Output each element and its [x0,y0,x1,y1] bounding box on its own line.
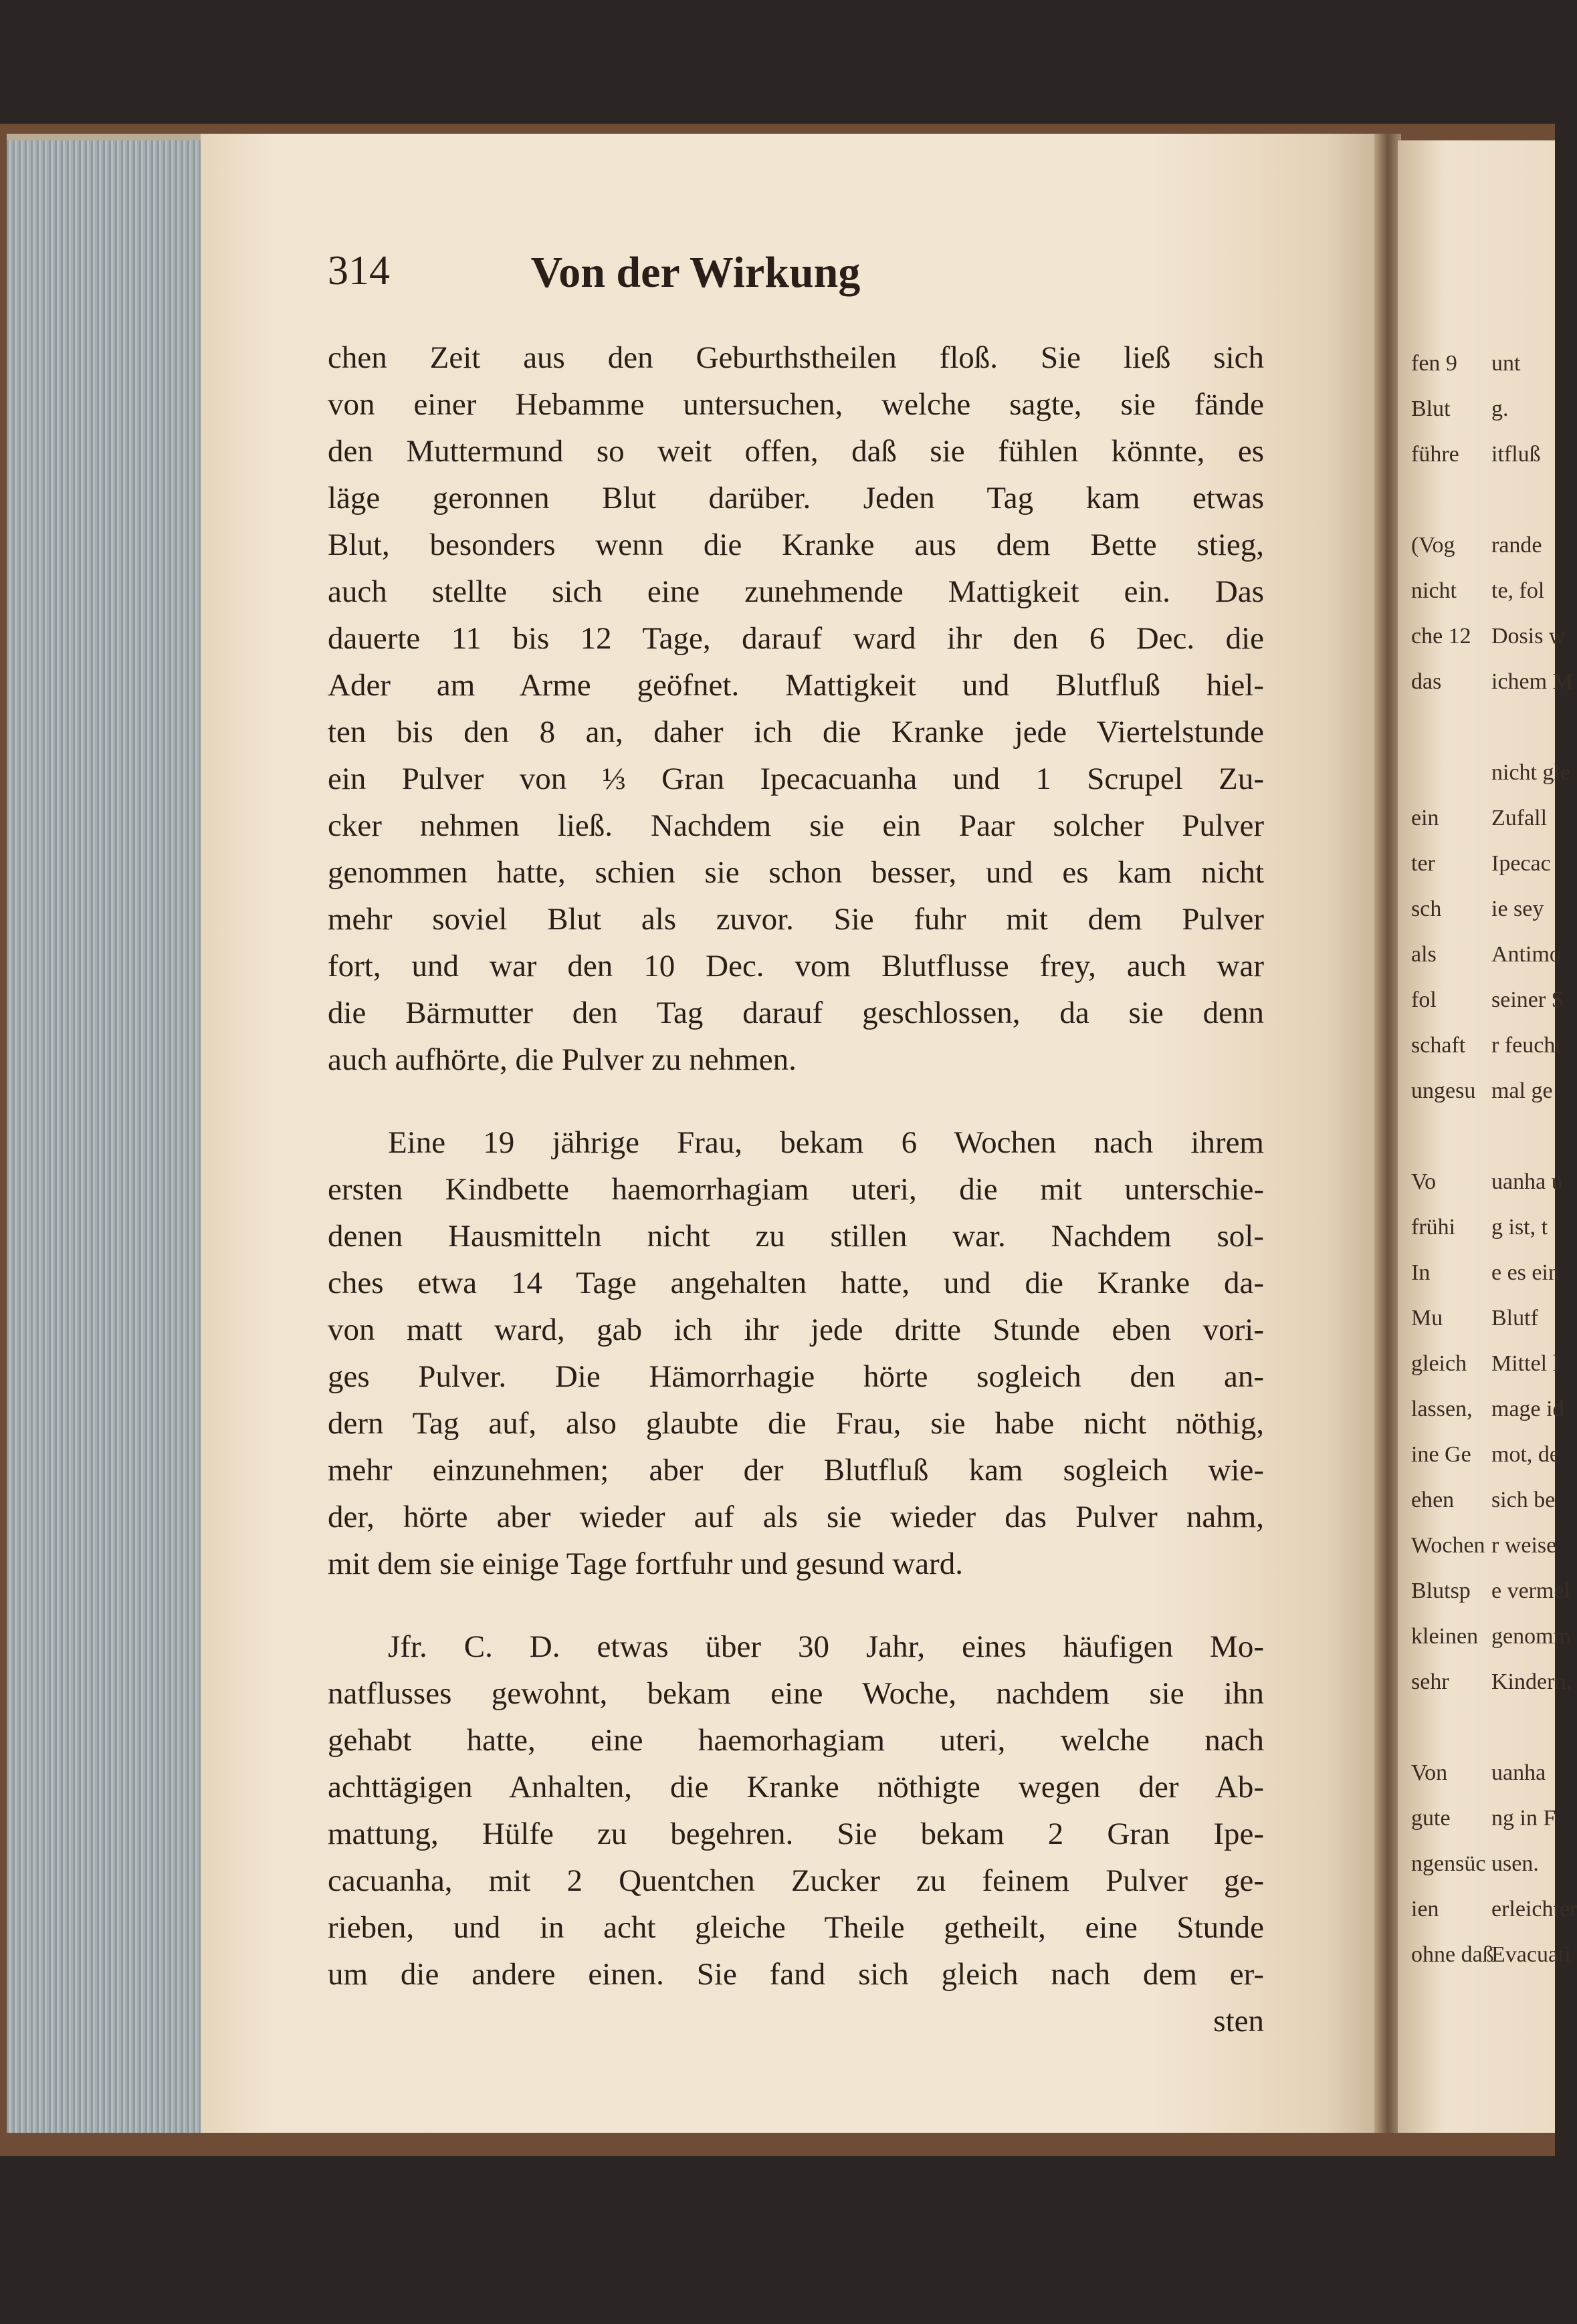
right-page-fragment: Blutsp [1411,1579,1471,1603]
running-title: Von der Wirkung [530,248,861,297]
text-line: dauerte 11 bis 12 Tage, darauf ward ihr den 6 Dec. die [328,621,1264,656]
text-line: cacuanha, mit 2 Quentchen Zucker zu feinem Pulver ge- [328,1863,1264,1898]
right-page-fragment: che 12 [1411,624,1471,649]
right-page-column-b [1491,341,1577,1978]
right-page-fragment: ie sey [1491,897,1544,921]
right-page-fragment: g. [1491,396,1509,421]
right-page-fragment: ichem M [1491,669,1573,694]
right-page-fragment: ein [1411,806,1439,830]
right-page-fragment [1411,750,1494,796]
text-line: chen Zeit aus den Geburthstheilen floß. Sie ließ sich [328,340,1264,375]
text-line: Eine 19 jährige Frau, bekam 6 Wochen nach ihrem [388,1125,1264,1160]
text-line: auch stellte sich eine zunehmende Mattigkeit ein. Das [328,574,1264,609]
right-page-fragment: Ipecac [1491,851,1551,876]
text-line: gehabt hatte, eine haemorhagiam uteri, welche nach [328,1723,1264,1758]
text-line: läge geronnen Blut darüber. Jeden Tag kam etwas [328,481,1264,515]
right-page-fragment: führe [1411,442,1459,467]
right-page-fragment: gute [1411,1806,1451,1831]
right-page-fragment: Blutf [1491,1306,1538,1330]
right-page-fragment: seiner S [1491,987,1564,1012]
right-page-fragment: frühi [1411,1215,1456,1240]
right-page-fragment: nicht gle [1491,760,1571,785]
text-line: die Bärmutter den Tag darauf geschlossen, da sie denn [328,996,1264,1030]
page-header [328,247,1291,301]
right-page-fragment: sch [1411,897,1442,921]
right-page-fragment: Zufall [1491,806,1548,830]
right-page-fragment [1411,705,1494,750]
text-line: Blut, besonders wenn die Kranke aus dem Bette stieg, [328,528,1264,562]
right-page-column-a [1411,341,1494,1978]
right-page-fragment: erleichter [1491,1897,1577,1922]
right-page [1398,140,1577,2133]
paragraph [328,1119,1264,1587]
text-line: mattung, Hülfe zu begehren. Sie bekam 2 Gran Ipe- [328,1817,1264,1851]
right-page-fragment: Kindern. [1491,1669,1572,1694]
right-page-fragment: Antimo [1491,942,1561,967]
paragraph [328,1623,1264,1998]
right-page-fragment: das [1411,669,1442,694]
right-page-fragment [1411,1705,1494,1750]
right-page-fragment: ng in F [1491,1806,1556,1831]
text-line: genommen hatte, schien sie schon besser, und es kam nicht [328,855,1264,890]
right-page-fragment: sich be [1491,1488,1556,1512]
text-line: der, hörte aber wieder auf als sie wieder das Pulver nahm, [328,1500,1264,1534]
right-page-fragment: ien [1411,1897,1439,1922]
text-line: mehr einzunehmen; aber der Blutfluß kam sogleich wie- [328,1453,1264,1488]
text-line: mit dem sie einige Tage fortfuhr und gesund ward. [328,1546,963,1581]
text-line: Ader am Arme geöfnet. Mattigkeit und Blutfluß hiel- [328,668,1264,703]
right-page-fragment: In [1411,1260,1431,1285]
paragraph [328,334,1264,1083]
right-page-fragment: Wochen [1411,1533,1485,1558]
right-page-fragment [1491,477,1577,523]
right-page-fragment: ine Ge [1411,1442,1471,1467]
right-page-fragment [1491,705,1577,750]
right-page-fragment [1411,1114,1494,1159]
right-page-fragment: te, fol [1491,578,1545,603]
right-page-fragment: mage id [1491,1397,1564,1421]
right-page-fragment: sehr [1411,1669,1449,1694]
right-page-fragment: Vo [1411,1169,1437,1194]
right-page-fragment [1411,477,1494,523]
right-page-fragment: Von [1411,1760,1448,1785]
right-page-fragment: genomm [1491,1624,1571,1649]
right-page-fragment: Mu [1411,1306,1443,1330]
text-line: von matt ward, gab ich ihr jede dritte Stunde eben vori- [328,1312,1264,1347]
right-page-fragment: Evacuati [1491,1942,1571,1967]
text-line: Jfr. C. D. etwas über 30 Jahr, eines häufigen Mo- [388,1629,1264,1664]
text-line: dern Tag auf, also glaubte die Frau, sie habe nicht nöthig, [328,1406,1264,1441]
right-page-fragment: ungesu [1411,1078,1476,1103]
right-page-fragment: nicht [1411,578,1457,603]
text-line: rieben, und in acht gleiche Theile getheilt, eine Stunde [328,1910,1264,1945]
right-page-fragment: kleinen [1411,1624,1479,1649]
catchword: sten [1213,2004,1264,2039]
right-page-fragment: uanha u [1491,1169,1563,1194]
text-line: mehr soviel Blut als zuvor. Sie fuhr mit dem Pulver [328,902,1264,937]
text-line: von einer Hebamme untersuchen, welche sagte, sie fände [328,387,1264,422]
right-page-fragment: e es ein [1491,1260,1560,1285]
right-page-fragment: g ist, t [1491,1215,1548,1240]
right-page-fragment: Dosis w [1491,624,1566,649]
text-line: auch aufhörte, die Pulver zu nehmen. [328,1042,797,1077]
right-page-fragment: gleich [1411,1351,1467,1376]
text-line: natflusses gewohnt, bekam eine Woche, nachdem sie ihn [328,1676,1264,1711]
page-edges [7,140,207,2133]
right-page-fragment: ohne daß [1411,1942,1494,1967]
right-page-fragment: rande [1491,533,1542,558]
right-page-fragment: uanha [1491,1760,1546,1785]
right-page-fragment: itfluß [1491,442,1541,467]
text-line: denen Hausmitteln nicht zu stillen war. Nachdem sol- [328,1219,1264,1254]
text-line: ein Pulver von ⅓ Gran Ipecacuanha und 1 Scrupel Zu- [328,762,1264,796]
right-page-fragment: schaft [1411,1033,1466,1058]
right-page-fragment: fen 9 [1411,351,1457,376]
text-line: den Muttermund so weit offen, daß sie fühlen könnte, es [328,434,1264,469]
right-page-fragment: ngensüc [1411,1851,1486,1876]
right-page-fragment [1491,1114,1577,1159]
text-line: ches etwa 14 Tage angehalten hatte, und die Kranke da- [328,1266,1264,1300]
right-page-fragment: (Vog [1411,533,1455,558]
right-page-fragment [1491,1705,1577,1750]
text-line: ten bis den 8 an, daher ich die Kranke jede Viertelstunde [328,715,1264,749]
text-line: fort, und war den 10 Dec. vom Blutflusse frey, auch war [328,949,1264,983]
right-page-fragment: Mittel l [1491,1351,1560,1376]
right-page-fragment: ehen [1411,1488,1455,1512]
right-page-fragment: ter [1411,851,1435,876]
page-body [328,334,1264,2045]
right-page-fragment: Blut [1411,396,1451,421]
text-line: ges Pulver. Die Hämorrhagie hörte sogleich den an- [328,1359,1264,1394]
page-number: 314 [328,248,390,294]
right-page-fragment: lassen, [1411,1397,1473,1421]
right-page-fragment: r weise [1491,1533,1557,1558]
right-page-fragment: mot, de [1491,1442,1560,1467]
right-page-fragment: mal ge [1491,1078,1553,1103]
right-page-fragment: usen. [1491,1851,1539,1876]
right-page-fragment: fol [1411,987,1437,1012]
right-page-fragment: e vermel [1491,1579,1570,1603]
text-line: cker nehmen ließ. Nachdem sie ein Paar solcher Pulver [328,808,1264,843]
text-line: achttägigen Anhalten, die Kranke nöthigte wegen der Ab- [328,1770,1264,1805]
text-line: um die andere einen. Sie fand sich gleich nach dem er- [328,1957,1264,1992]
book-gutter [1374,134,1401,2133]
right-page-fragment: unt [1491,351,1521,376]
right-page-fragment: r feucht [1491,1033,1562,1058]
text-line: ersten Kindbette haemorrhagiam uteri, die mit unterschie- [328,1172,1264,1207]
right-page-fragment: als [1411,942,1437,967]
